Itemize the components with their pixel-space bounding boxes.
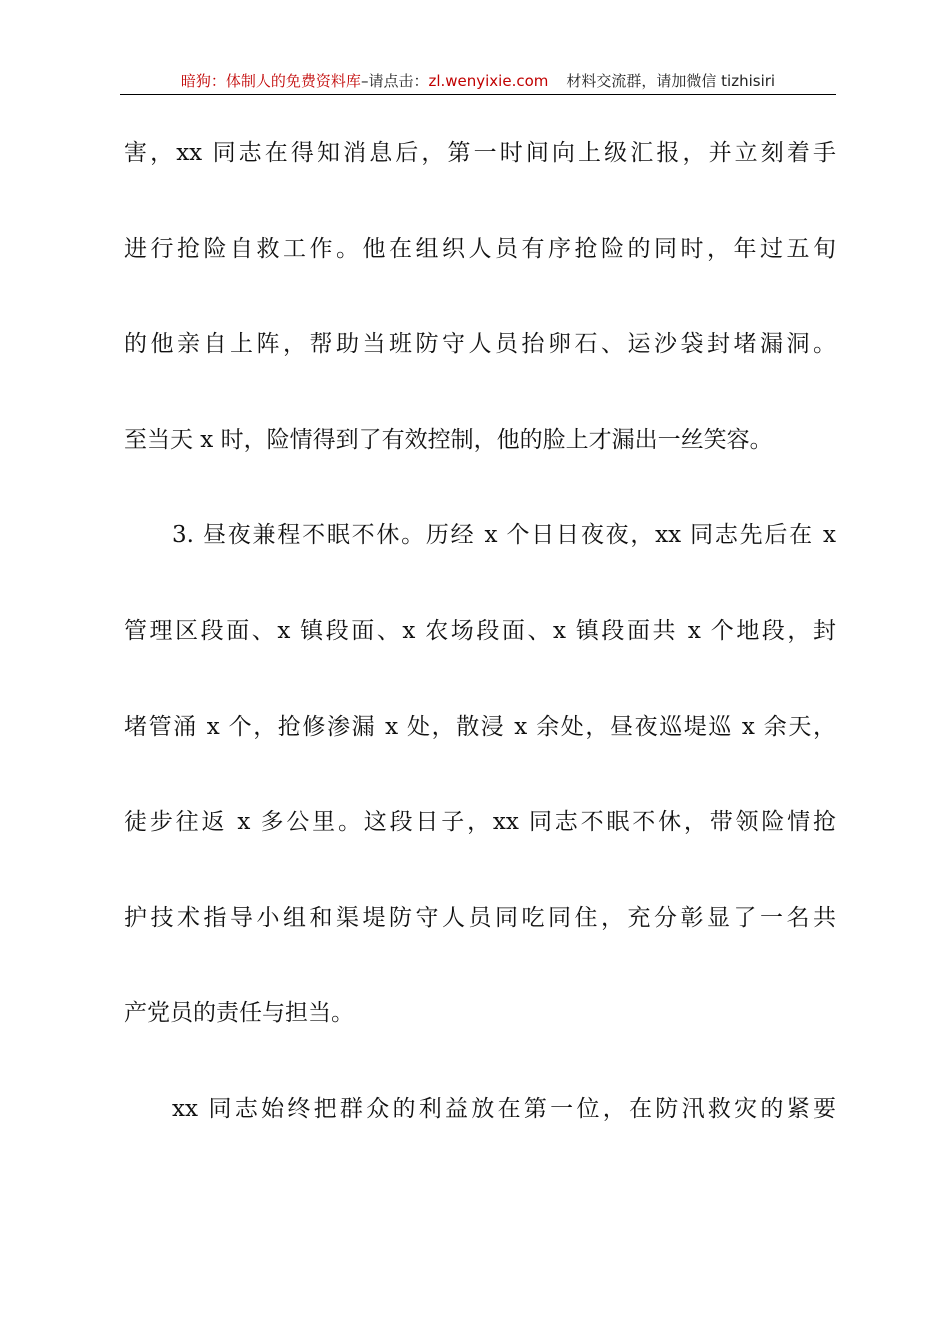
header-url-link[interactable]: zl.wenyixie.com bbox=[428, 72, 549, 90]
page-header bbox=[120, 68, 836, 94]
body-line: 至当天 x 时，险情得到了有效控制，他的脸上才漏出一丝笑容。 bbox=[124, 426, 773, 453]
header-click-prompt: –请点击： bbox=[360, 72, 429, 90]
document-body bbox=[124, 128, 836, 1180]
body-line: 进行抢险自救工作。他在组织人员有序抢险的同时，年过五旬 bbox=[124, 235, 836, 262]
body-line: 护技术指导小组和渠堤防守人员同吃同住，充分彰显了一名共 bbox=[124, 904, 836, 931]
body-line: 堵管涌 x 个，抢修渗漏 x 处，散浸 x 余处，昼夜巡堤巡 x 余天， bbox=[124, 713, 836, 740]
header-group-note: 材料交流群，请加微信 tizhisiri bbox=[566, 72, 776, 90]
body-line: 的他亲自上阵，帮助当班防守人员抬卵石、运沙袋封堵漏洞。 bbox=[124, 331, 836, 358]
body-line: 害，xx 同志在得知消息后，第一时间向上级汇报，并立刻着手 bbox=[124, 140, 836, 166]
body-line-section-heading: 3. 昼夜兼程不眠不休。历经 x 个日日夜夜，xx 同志先后在 x bbox=[172, 522, 836, 549]
body-line-paragraph-start: xx 同志始终把群众的利益放在第一位，在防汛救灾的紧要 bbox=[172, 1095, 836, 1122]
body-line: 产党员的责任与担当。 bbox=[124, 1000, 354, 1027]
header-divider bbox=[120, 94, 836, 95]
body-line: 徒步往返 x 多公里。这段日子，xx 同志不眠不休，带领险情抢 bbox=[124, 809, 836, 836]
body-line: 管理区段面、x 镇段面、x 农场段面、x 镇段面共 x 个地段，封 bbox=[124, 617, 836, 644]
header-site-name: 暗狗：体制人的免费资料库 bbox=[180, 72, 361, 90]
